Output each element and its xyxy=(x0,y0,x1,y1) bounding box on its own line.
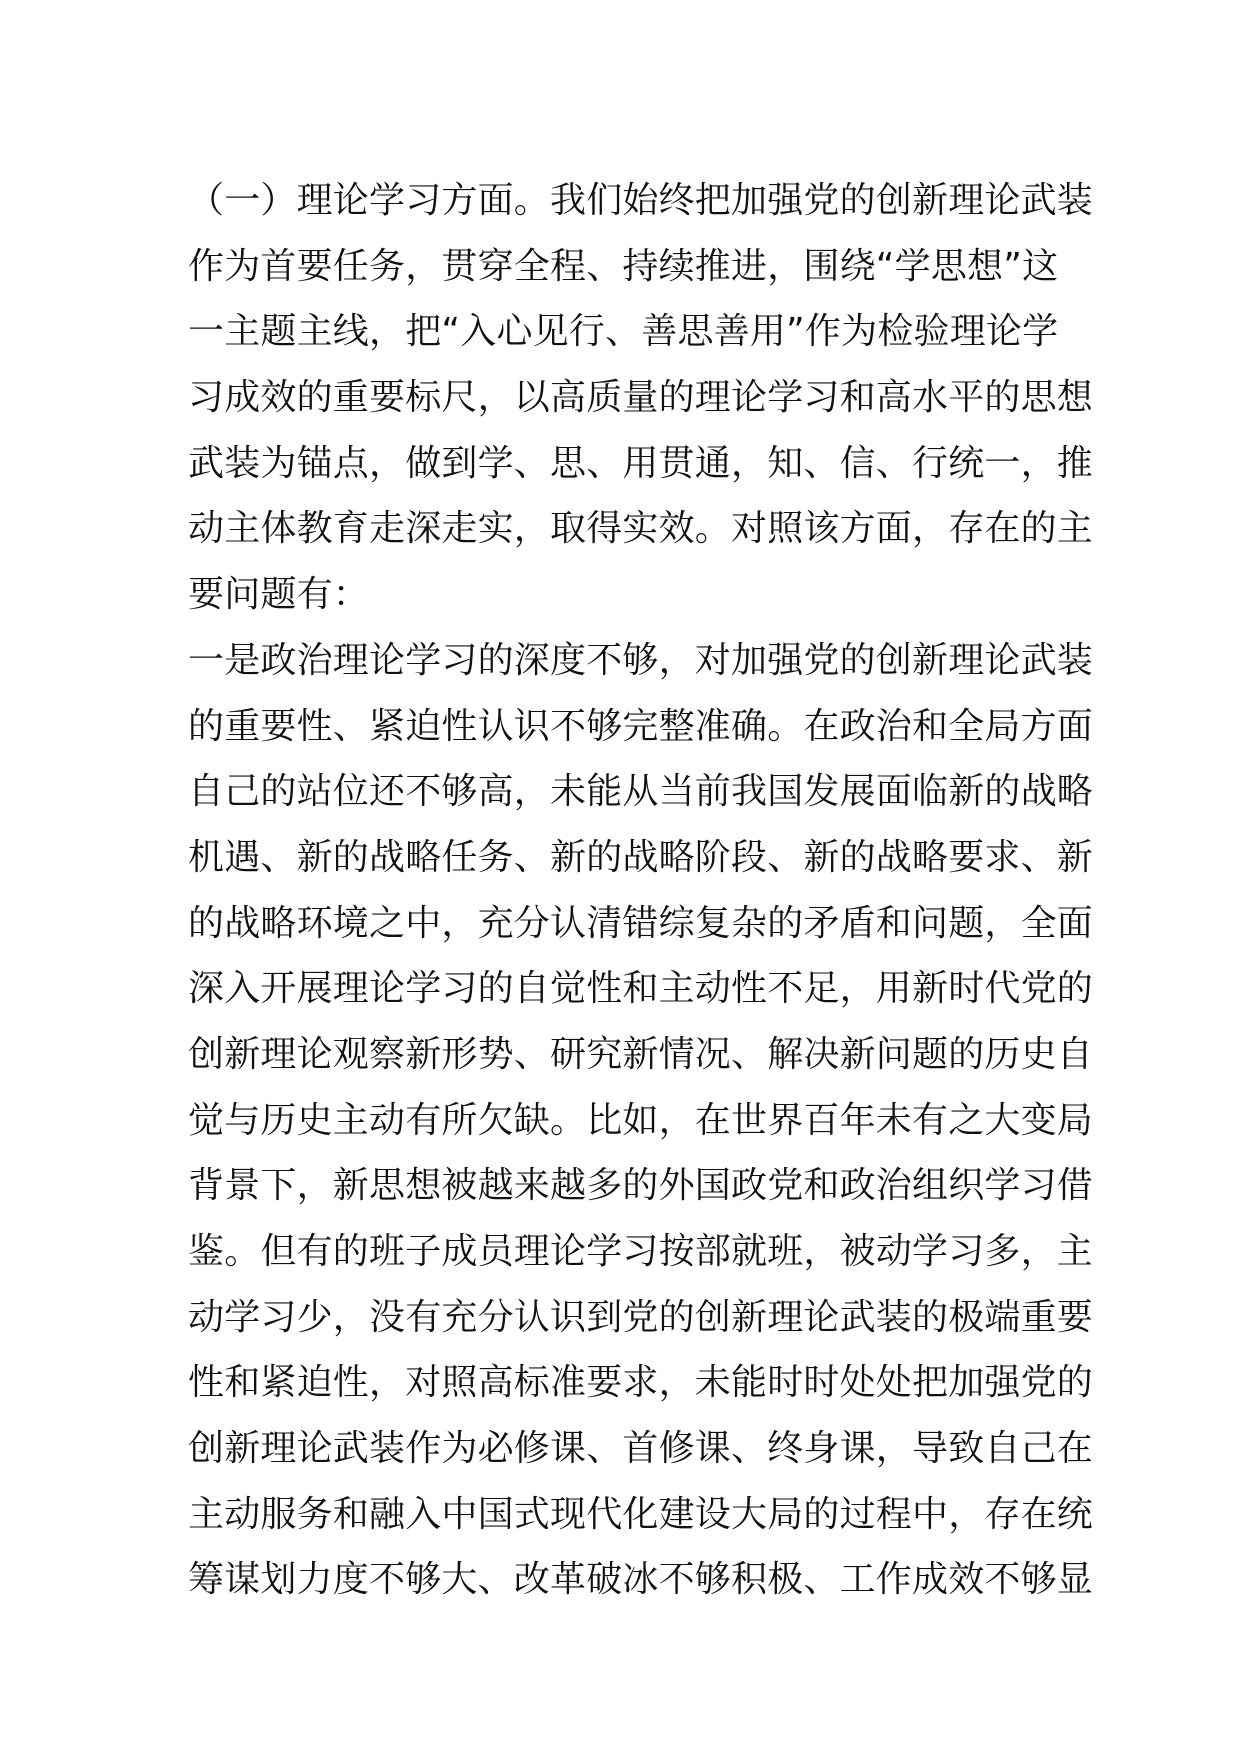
text-line: 习成效的重要标尺，以高质量的理论学习和高水平的思想 xyxy=(188,377,1094,419)
text-line: 性和紧迫性，对照高标准要求，未能时时处处把加强党的 xyxy=(188,1362,1094,1404)
text-line: 一是政治理论学习的深度不够，对加强党的创新理论武装 xyxy=(188,639,1094,681)
text-line: 动主体教育走深走实，取得实效。对照该方面，存在的主 xyxy=(188,508,1094,550)
text-line: 主动服务和融入中国式现代化建设大局的过程中，存在统 xyxy=(188,1493,1094,1535)
text-line: （一）理论学习方面。我们始终把加强党的创新理论武装 xyxy=(188,180,1094,221)
text-line: 觉与历史主动有所欠缺。比如，在世界百年未有之大变局 xyxy=(188,1099,1094,1141)
text-line: 武装为锚点，做到学、思、用贯通，知、信、行统一，推 xyxy=(188,442,1094,484)
text-line: 要问题有： xyxy=(188,574,370,616)
text-line: 自己的站位还不够高，未能从当前我国发展面临新的战略 xyxy=(188,771,1094,813)
text-line: 深入开展理论学习的自觉性和主动性不足，用新时代党的 xyxy=(188,968,1094,1010)
text-line: 创新理论武装作为必修课、首修课、终身课，导致自己在 xyxy=(188,1428,1094,1470)
text-line: 的重要性、紧迫性认识不够完整准确。在政治和全局方面 xyxy=(188,705,1094,747)
text-line: 作为首要任务，贯穿全程、持续推进，围绕“学思想”这 xyxy=(188,245,1059,287)
text-line: 的战略环境之中，充分认清错综复杂的矛盾和问题，全面 xyxy=(188,902,1094,944)
text-line: 鉴。但有的班子成员理论学习按部就班，被动学习多，主 xyxy=(188,1231,1094,1272)
text-line: 筹谋划力度不够大、改革破冰不够积极、工作成效不够显 xyxy=(188,1559,1094,1601)
body-text xyxy=(188,168,1094,1613)
text-line: 创新理论观察新形势、研究新情况、解决新问题的历史自 xyxy=(188,1033,1094,1075)
text-line: 动学习少，没有充分认识到党的创新理论武装的极端重要 xyxy=(188,1296,1094,1338)
text-line: 机遇、新的战略任务、新的战略阶段、新的战略要求、新 xyxy=(188,836,1094,878)
text-line: 一主题主线，把“入心见行、善思善用”作为检验理论学 xyxy=(188,311,1059,353)
text-line: 背景下，新思想被越来越多的外国政党和政治组织学习借 xyxy=(188,1165,1094,1207)
